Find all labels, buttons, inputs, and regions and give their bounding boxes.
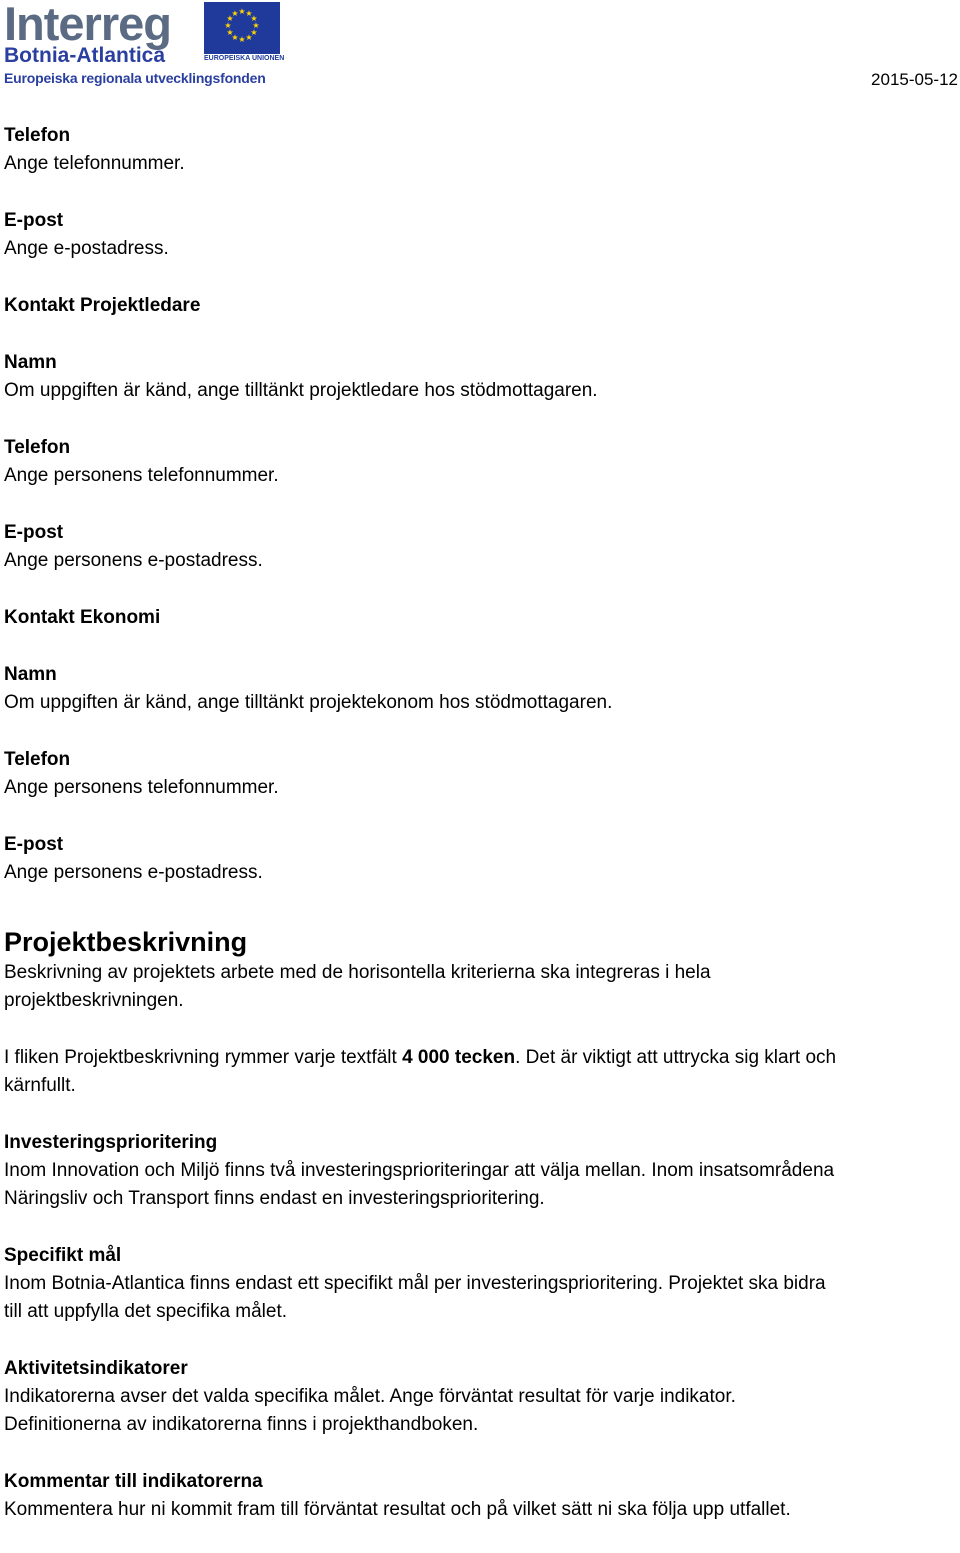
character-limit-note — [4, 1044, 954, 1100]
svg-text:★: ★ — [252, 21, 260, 30]
field-label: Namn — [4, 352, 57, 373]
field-label: E-post — [4, 210, 64, 231]
field-label: Specifikt mål — [4, 1245, 122, 1266]
ekonomi-namn — [4, 661, 954, 717]
field-label: Kommentar till indikatorerna — [4, 1471, 263, 1492]
eu-label: EUROPEISKA UNIONEN — [204, 55, 285, 62]
field-text: Inom Innovation och Miljö finns två investeringsprioriteringar att välja mellan. Inom insatsområdena — [4, 1160, 835, 1181]
field-text: Om uppgiften är känd, ange tilltänkt projektekonom hos stödmottagaren. — [4, 692, 613, 713]
limit-text: I fliken Projektbeskrivning rymmer varje textfält — [4, 1047, 403, 1068]
field-text: Ange telefonnummer. — [4, 153, 185, 174]
limit-emphasis: 4 000 tecken — [402, 1047, 516, 1068]
section-title-ekonomi — [4, 604, 954, 632]
logo-fund-text: Europeiska regionala utvecklingsfonden — [4, 70, 266, 86]
field-label: E-post — [4, 834, 64, 855]
field-text: Ange personens e-postadress. — [4, 862, 263, 883]
field-text: Ange personens telefonnummer. — [4, 465, 279, 486]
field-text: Inom Botnia-Atlantica finns endast ett specifikt mål per investeringsprioritering. Projektet ska bidra — [4, 1273, 826, 1294]
field-label: Investeringsprioritering — [4, 1132, 218, 1153]
field-label: Telefon — [4, 125, 71, 146]
field-text: Indikatorerna avser det valda specifika målet. Ange förväntat resultat för varje indikator. — [4, 1386, 736, 1407]
svg-text:★: ★ — [250, 28, 258, 37]
section-title-projektledare — [4, 292, 954, 320]
svg-text:★: ★ — [226, 28, 234, 37]
logo-program-text: Botnia-Atlantica — [4, 44, 166, 67]
ekonomi-telefon — [4, 746, 954, 802]
field-text: Näringsliv och Transport finns endast en investeringsprioritering. — [4, 1188, 545, 1209]
limit-text: . Det är viktigt att uttrycka sig klart och — [515, 1047, 837, 1068]
field-label: Aktivitetsindikatorer — [4, 1358, 188, 1379]
field-text: Ange personens e-postadress. — [4, 550, 263, 571]
field-text: Ange personens telefonnummer. — [4, 777, 279, 798]
document-body — [4, 122, 954, 1553]
svg-text:★: ★ — [224, 21, 232, 30]
field-label: Namn — [4, 664, 57, 685]
field-label: Telefon — [4, 437, 71, 458]
svg-text:★: ★ — [238, 7, 246, 16]
field-text: Ange e-postadress. — [4, 238, 169, 259]
projektledare-epost — [4, 519, 954, 575]
intro-line: Beskrivning av projektets arbete med de horisontella kriterierna ska integreras i hela — [4, 962, 711, 983]
ekonomi-epost — [4, 831, 954, 887]
section-aktivitetsindikatorer — [4, 1355, 954, 1439]
eu-flag-icon — [204, 2, 280, 54]
svg-text:★: ★ — [245, 33, 253, 42]
section-specifikt-mal — [4, 1242, 954, 1326]
logo-brand-text: Interreg — [4, 0, 171, 50]
limit-line: kärnfullt. — [4, 1075, 76, 1096]
svg-text:★: ★ — [245, 9, 253, 18]
projektledare-namn — [4, 349, 954, 405]
field-text: Kommentera hur ni kommit fram till förväntat resultat och på vilket sätt ni ska följa upp utfallet. — [4, 1499, 791, 1520]
svg-text:★: ★ — [231, 9, 239, 18]
section-title: Kontakt Projektledare — [4, 295, 201, 316]
field-text: Definitionerna av indikatorerna finns i projekthandboken. — [4, 1414, 479, 1435]
interreg-logo — [4, 0, 285, 88]
projektledare-telefon — [4, 434, 954, 490]
field-text: till att uppfylla det specifika målet. — [4, 1301, 288, 1322]
field-telefon — [4, 122, 954, 178]
intro-line: projektbeskrivningen. — [4, 990, 184, 1011]
section-investeringsprioritering — [4, 1129, 954, 1213]
svg-text:★: ★ — [226, 14, 234, 23]
document-date: 2015-05-12 — [871, 70, 958, 89]
section-heading: Projektbeskrivning — [4, 927, 248, 957]
limit-line — [4, 1044, 954, 1072]
field-label: E-post — [4, 522, 64, 543]
field-label: Telefon — [4, 749, 71, 770]
svg-text:★: ★ — [250, 14, 258, 23]
svg-text:★: ★ — [238, 35, 246, 44]
field-text: Om uppgiften är känd, ange tilltänkt projektledare hos stödmottagaren. — [4, 380, 598, 401]
svg-text:★: ★ — [231, 33, 239, 42]
section-kommentar — [4, 1468, 954, 1524]
field-epost — [4, 207, 954, 263]
section-title: Kontakt Ekonomi — [4, 607, 161, 628]
projektbeskrivning-intro — [4, 925, 954, 1015]
